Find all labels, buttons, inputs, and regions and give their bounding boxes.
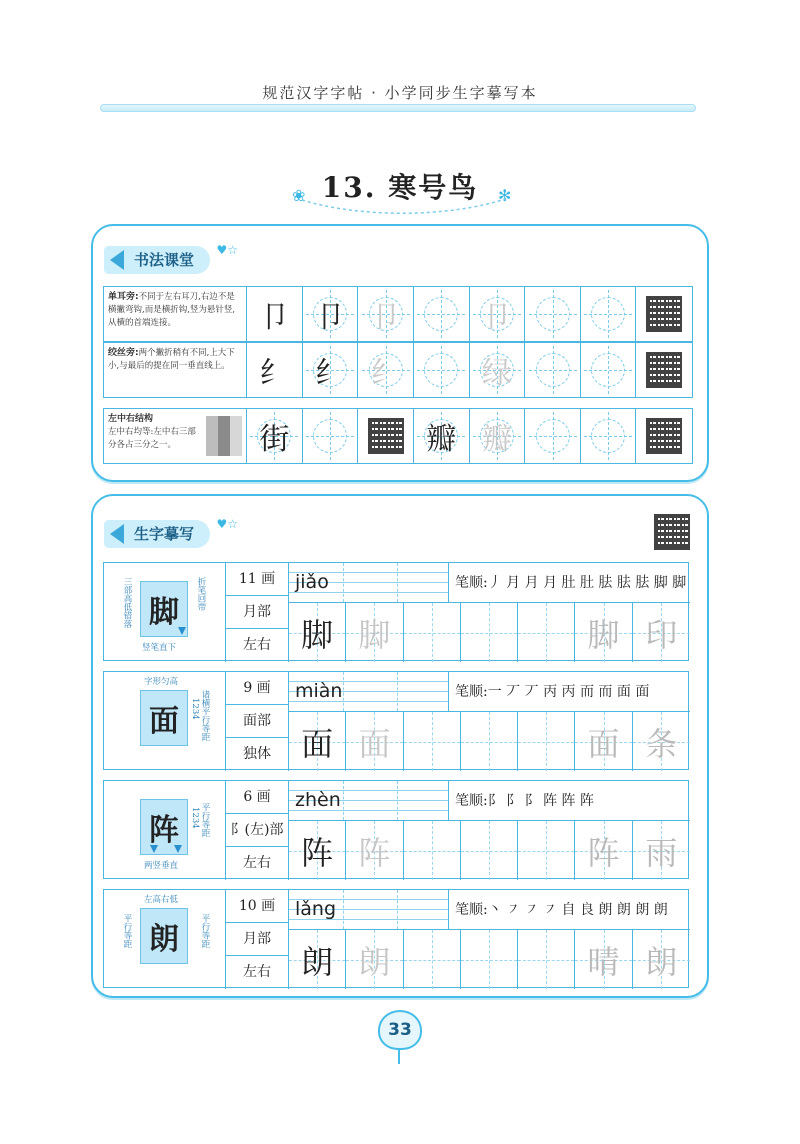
- demo-char: 纟: [315, 356, 345, 391]
- qr-code-icon[interactable]: [646, 352, 682, 388]
- grid-cell[interactable]: [470, 343, 526, 397]
- stroke-count: 6 画: [226, 781, 288, 814]
- stars-icon: ♥☆: [216, 243, 239, 257]
- structure: 独体: [243, 746, 271, 762]
- qr-code-icon[interactable]: [646, 418, 682, 454]
- demo-char: 脚: [301, 615, 334, 654]
- qr-code-icon[interactable]: [654, 514, 690, 550]
- write-row: [289, 930, 690, 989]
- grid-cell[interactable]: [303, 287, 359, 341]
- grid-cell[interactable]: [581, 409, 637, 463]
- compare-char: 雨: [645, 833, 678, 872]
- char-meta: [226, 890, 289, 989]
- diagram-note: 两竖垂直: [144, 861, 179, 871]
- stars-icon: ♥☆: [216, 517, 239, 531]
- radical: 月部: [226, 923, 288, 956]
- write-cell[interactable]: [518, 821, 575, 880]
- write-cell[interactable]: [289, 712, 346, 771]
- calligraphy-label-text: 书法课堂: [134, 251, 195, 269]
- cal-row: [103, 286, 693, 342]
- lesson-title: 13. 寒号鸟: [321, 171, 479, 204]
- char-diagram: [104, 563, 226, 662]
- diagram-note: 三部高低错落: [122, 577, 132, 628]
- compare-char: 晴: [587, 942, 620, 981]
- diagram-note: 平行等距: [200, 914, 210, 948]
- model-char: 纟: [259, 356, 290, 391]
- write-cell[interactable]: [346, 712, 403, 771]
- cal-term: 单耳旁:: [108, 292, 139, 302]
- demo-char: 面: [301, 724, 334, 763]
- structure-swatch: [206, 416, 242, 456]
- pinyin: lǎng: [295, 898, 337, 920]
- cal-term: 绞丝旁:: [108, 348, 139, 358]
- pinyin-lines[interactable]: [289, 563, 449, 603]
- cal-desc: [104, 287, 247, 341]
- write-cell[interactable]: [461, 821, 518, 880]
- title-swirl: [300, 196, 510, 214]
- write-cell[interactable]: [575, 930, 632, 989]
- grid-cell[interactable]: [303, 343, 359, 397]
- write-cell[interactable]: [404, 603, 461, 662]
- practice-label: [104, 517, 239, 548]
- trace-char: 纟: [370, 356, 401, 391]
- cal-desc-text: 两个撇折稍有不同,上大下小,与最后的提在同一垂直线上。: [108, 348, 235, 371]
- stroke-order: [449, 563, 690, 603]
- diagram-char: 脚: [149, 595, 179, 630]
- write-cell[interactable]: [518, 712, 575, 771]
- char-meta: [226, 781, 289, 880]
- demo-char: 朗: [301, 942, 334, 981]
- write-cell[interactable]: [346, 930, 403, 989]
- radical: 月部: [226, 596, 288, 629]
- qr-cell: [636, 287, 692, 341]
- radical: 阝(左)部: [226, 814, 288, 847]
- grid-cell[interactable]: [414, 409, 470, 463]
- write-cell[interactable]: [575, 603, 632, 662]
- radical: 面部: [226, 705, 288, 738]
- grid-cell[interactable]: [525, 287, 581, 341]
- grid-cell[interactable]: [414, 343, 470, 397]
- write-row: [289, 603, 690, 662]
- write-cell[interactable]: [575, 821, 632, 880]
- stroke-count: 9 画: [226, 672, 288, 705]
- write-cell[interactable]: [289, 603, 346, 662]
- cal-term: 左中右结构: [108, 414, 154, 424]
- write-row: [289, 712, 690, 771]
- structure: 左右: [243, 855, 271, 871]
- flower-icon: ✻: [498, 186, 512, 205]
- pinyin-lines[interactable]: [289, 781, 449, 821]
- arrow-down-icon: [178, 627, 186, 635]
- calligraphy-label: [104, 243, 239, 274]
- grid-cell[interactable]: [303, 409, 359, 463]
- diagram-char: 朗: [149, 922, 179, 957]
- char-meta: [226, 672, 289, 771]
- diagram-note: 1234: [190, 698, 200, 720]
- char-diagram: [104, 781, 226, 880]
- arrow-down-icon: [150, 845, 158, 853]
- grid-cell[interactable]: [247, 409, 303, 463]
- write-cell[interactable]: [518, 930, 575, 989]
- stroke-order-label: 笔顺:: [455, 684, 488, 700]
- demo-char: 卩: [315, 300, 345, 335]
- practice-block-lang: [103, 889, 689, 988]
- char-meta: [226, 563, 289, 662]
- stroke-order-text: 一 丆 丆 丙 丙 而 而 面 面: [487, 684, 650, 700]
- diagram-box: [140, 908, 188, 964]
- structure: 左右: [243, 637, 271, 653]
- trace-char: 面: [358, 724, 391, 763]
- diagram-note: 折笔回带: [196, 577, 206, 611]
- stroke-count: 11 画: [226, 563, 288, 596]
- write-cell[interactable]: [633, 603, 690, 662]
- stroke-order-text: 丿 月 月 月 肚 肚 胠 胠 胠 脚 脚: [487, 575, 687, 591]
- write-cell[interactable]: [289, 821, 346, 880]
- cal-model-cell: [247, 343, 303, 397]
- cal-desc-text: 左中右均等:左中右三部分各占三分之一。: [108, 427, 196, 450]
- compare-char: 印: [645, 615, 678, 654]
- stroke-order-label: 笔顺:: [455, 575, 488, 591]
- diagram-note: 竖笔直下: [142, 643, 177, 653]
- grid-cell[interactable]: [470, 287, 526, 341]
- stroke-count: 10 画: [226, 890, 288, 923]
- cal-row: [103, 342, 693, 398]
- grid-cell[interactable]: [470, 409, 526, 463]
- arrow-down-icon: [174, 845, 182, 853]
- practice-block-jiao: [103, 562, 689, 661]
- compare-char: 条: [645, 724, 678, 763]
- diagram-char: 面: [149, 704, 179, 739]
- pinyin: miàn: [295, 680, 343, 702]
- pinyin-lines[interactable]: [289, 890, 449, 930]
- diagram-note: 平行等距: [122, 914, 132, 948]
- write-cell[interactable]: [633, 712, 690, 771]
- qr-cell: [358, 409, 414, 463]
- grid-cell[interactable]: [358, 287, 414, 341]
- trace-char: 卩: [370, 300, 401, 335]
- grid-cell[interactable]: [581, 343, 637, 397]
- diagram-note: 字形匀高: [144, 677, 179, 687]
- diagram-char: 阵: [149, 813, 179, 848]
- diagram-note: 左高右低: [144, 895, 179, 905]
- practice-label-text: 生字摹写: [134, 525, 195, 543]
- char-diagram: [104, 890, 226, 989]
- trace-char: 瓣: [481, 422, 512, 457]
- qr-cell: [636, 409, 692, 463]
- demo-char: 阵: [301, 833, 334, 872]
- demo-char: 街: [259, 422, 290, 457]
- header-title: 规范汉字字帖 · 小学同步生字摹写本: [262, 84, 538, 102]
- diagram-note: 平行等距: [200, 803, 210, 837]
- write-cell[interactable]: [289, 930, 346, 989]
- stroke-order: [449, 890, 690, 930]
- pinyin: zhèn: [295, 789, 341, 811]
- page-number: 33: [378, 1010, 422, 1050]
- write-cell[interactable]: [633, 930, 690, 989]
- char-diagram: [104, 672, 226, 771]
- write-cell[interactable]: [633, 821, 690, 880]
- write-row: [289, 821, 690, 880]
- write-cell[interactable]: [461, 712, 518, 771]
- fish-icon: ❀: [292, 186, 306, 205]
- compare-char: 脚: [587, 615, 620, 654]
- pinyin-lines[interactable]: [289, 672, 449, 712]
- write-cell[interactable]: [461, 603, 518, 662]
- compare-char: 面: [587, 724, 620, 763]
- stroke-order-label: 笔顺:: [455, 793, 488, 809]
- cal-desc: [104, 409, 247, 463]
- header-rule: [100, 104, 696, 112]
- write-cell[interactable]: [404, 930, 461, 989]
- trace-char: 朗: [358, 942, 391, 981]
- write-cell[interactable]: [461, 930, 518, 989]
- compare-char: 朗: [645, 942, 678, 981]
- grid-cell[interactable]: [525, 343, 581, 397]
- practice-block-zhen: [103, 780, 689, 879]
- stroke-order-text: 丶 ㇇ ㇇ ㇇ 自 良 朗 朗 朗 朗: [487, 902, 668, 918]
- qr-code-icon[interactable]: [646, 296, 682, 332]
- cal-row: [103, 408, 693, 464]
- diagram-box: [140, 690, 188, 746]
- qr-code-icon[interactable]: [368, 418, 404, 454]
- grid-cell[interactable]: [414, 287, 470, 341]
- cal-desc: [104, 343, 247, 397]
- structure: 左右: [243, 964, 271, 980]
- write-cell[interactable]: [575, 712, 632, 771]
- diagram-note: 诸横平行等距: [200, 690, 210, 741]
- write-cell[interactable]: [404, 712, 461, 771]
- write-cell[interactable]: [404, 821, 461, 880]
- diagram-note: 1234: [190, 807, 200, 829]
- trace-char: 阵: [358, 833, 391, 872]
- practice-block-mian: [103, 671, 689, 770]
- stroke-order-text: ⻖ 阝 阝 阵 阵 阵: [487, 793, 594, 809]
- cal-model-cell: [247, 287, 303, 341]
- qr-cell: [636, 343, 692, 397]
- stroke-order: [449, 672, 690, 712]
- stroke-order-label: 笔顺:: [455, 902, 488, 918]
- compare-char: 阵: [587, 833, 620, 872]
- model-char: 卩: [259, 300, 290, 335]
- pinyin: jiǎo: [295, 571, 329, 593]
- stroke-order: [449, 781, 690, 821]
- write-cell[interactable]: [346, 821, 403, 880]
- trace-char: 脚: [358, 615, 391, 654]
- write-cell[interactable]: [518, 603, 575, 662]
- grid-cell[interactable]: [581, 287, 637, 341]
- trace-char: 卩: [481, 300, 512, 335]
- grid-cell[interactable]: [525, 409, 581, 463]
- demo-char: 瓣: [426, 422, 457, 457]
- cal-desc-text: 不同于左右耳刀,右边不是横撇弯钩,而是横折钩,竖为悬针竖,从横的首端连接。: [108, 292, 236, 328]
- write-cell[interactable]: [346, 603, 403, 662]
- trace-char: 绿: [481, 356, 512, 391]
- grid-cell[interactable]: [358, 343, 414, 397]
